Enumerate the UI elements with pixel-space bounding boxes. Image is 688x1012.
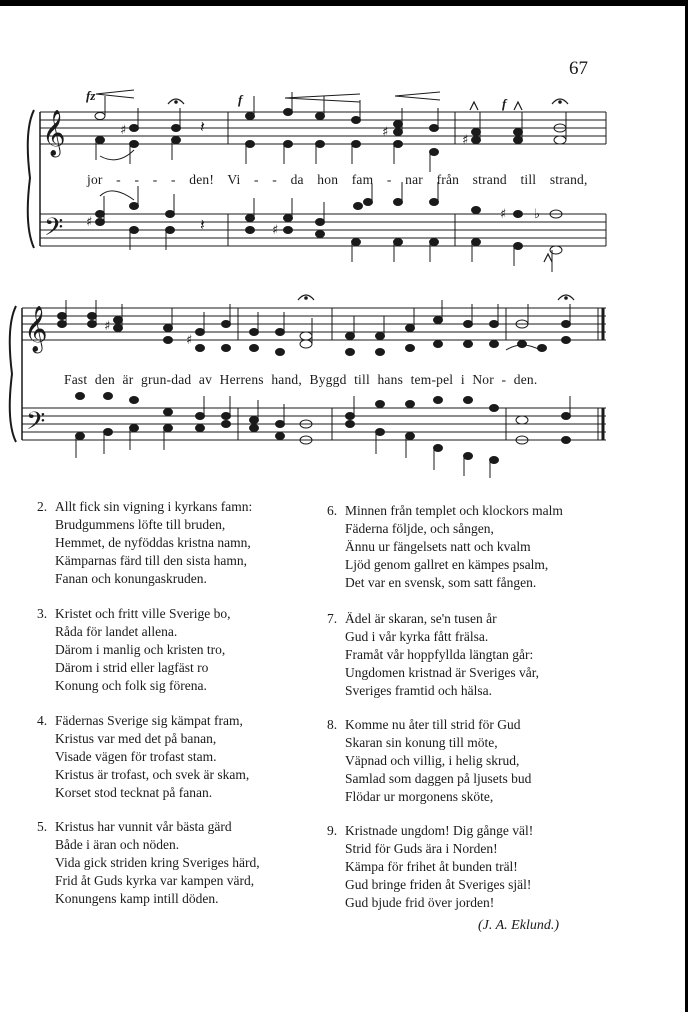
author-credit: (J. A. Eklund.) (478, 918, 559, 933)
verse-5 (37, 818, 260, 908)
treble-clef-icon: 𝄞 (42, 110, 66, 156)
verse-4 (37, 712, 250, 802)
verse-number: 8. (327, 717, 338, 732)
verse-line: Väpnad och villig, i helig skrud, (345, 753, 520, 768)
svg-text:♯: ♯ (500, 207, 507, 222)
verse-line: Konung och folk sig förena. (55, 678, 207, 693)
svg-text:♯: ♯ (462, 133, 469, 148)
verse-line: Kristus har vunnit vår bästa gärd (55, 819, 232, 834)
svg-text:𝄽: 𝄽 (200, 117, 205, 136)
verse-line: Korset stod tecknat på fanan. (55, 785, 213, 800)
svg-text:♯: ♯ (382, 125, 389, 140)
verse-line: Skaran sin konung till möte, (345, 735, 498, 750)
verse-line: Fanan och konungaskruden. (55, 571, 207, 586)
verse-line: Kristus är trofast, och svek är skam, (55, 767, 250, 782)
svg-text:♯: ♯ (86, 215, 93, 230)
verse-line: Allt fick sin vigning i kyrkans famn: (55, 499, 253, 514)
page-number: 67 (569, 58, 588, 79)
dynamic-f-2: f (502, 96, 507, 111)
verse-line: Gud i vår kyrka fått frälsa. (345, 629, 489, 644)
verse-line: Framåt vår hoppfyllda längtan går: (345, 647, 534, 662)
svg-text:♯: ♯ (120, 123, 127, 138)
treble-clef-icon-2: 𝄞 (24, 306, 48, 352)
verse-line: Sveriges framtid och hälsa. (345, 683, 492, 698)
dynamic-f-1: f (238, 92, 243, 107)
verse-line: Kristnade ungdom! Dig gånge väl! (345, 823, 534, 838)
verse-line: Konungens kamp intill döden. (55, 891, 219, 906)
svg-text:♯: ♯ (272, 223, 279, 238)
bass-clef-icon-2: 𝄢 (26, 407, 46, 442)
verse-line: Flödar ur morgonens sköte, (345, 789, 494, 804)
svg-text:♯: ♯ (186, 333, 193, 348)
verse-line: Vida gick striden kring Sveriges härd, (55, 855, 260, 870)
verse-line: Brudgummens löfte till bruden, (55, 517, 226, 532)
verse-line: Kämparnas färd till den sista hamn, (55, 553, 247, 568)
verse-number: 2. (37, 499, 48, 514)
verse-line: Minnen från templet och klockors malm (345, 503, 563, 518)
bass-clef-icon: 𝄢 (44, 213, 64, 248)
lyrics-system-1: jor - - - - den! Vi - - da hon fam - nar från strand till strand, (87, 172, 588, 187)
svg-text:𝄽: 𝄽 (200, 215, 205, 234)
verse-7 (327, 610, 540, 700)
verse-9 (327, 822, 534, 912)
svg-text:♯: ♯ (104, 319, 111, 334)
verse-number: 4. (37, 713, 48, 728)
verse-line: Ädel är skaran, se'n tusen år (345, 611, 497, 626)
verse-8 (327, 716, 532, 806)
verse-line: Hemmet, de nyföddas kristna namn, (55, 535, 251, 550)
verse-line: Därom i strid eller lagfäst ro (55, 660, 209, 675)
verse-line: Komme nu åter till strid för Gud (345, 717, 521, 732)
verse-line: Gud bjude frid över jorden! (345, 895, 495, 910)
dynamic-fz: fz (86, 88, 96, 103)
verse-number: 5. (37, 819, 48, 834)
verse-line: Ungdomen kristnad är Sveriges vår, (345, 665, 540, 680)
verse-line: Gud bringe friden åt Sveriges själ! (345, 877, 532, 892)
verse-line: Det var en svensk, som satt fången. (345, 575, 537, 590)
verse-6 (327, 502, 563, 592)
verse-2 (37, 498, 253, 588)
verse-line: Råda för landet allena. (55, 624, 178, 639)
verse-line: Fäderna följde, och sången, (345, 521, 494, 536)
verse-3 (37, 605, 231, 695)
verse-line: Ännu ur fängelsets natt och kvalm (345, 539, 531, 554)
verse-number: 9. (327, 823, 338, 838)
verse-line: Kristus var med det på banan, (55, 731, 217, 746)
lyrics-system-2: Fast den är grun-dad av Herrens hand, Byggd till hans tem-pel i Nor - den. (64, 372, 538, 387)
verse-line: Därom i manlig och kristen tro, (55, 642, 226, 657)
verse-line: Frid åt Guds kyrka var kampen värd, (55, 873, 255, 888)
music-score (0, 0, 688, 480)
verse-line: Visade vägen för trofast stam. (55, 749, 217, 764)
verse-line: Fädernas Sverige sig kämpat fram, (55, 713, 243, 728)
verse-number: 6. (327, 503, 338, 518)
verse-line: Samlad som daggen på ljusets bud (345, 771, 532, 786)
svg-text:♭: ♭ (534, 207, 541, 222)
verse-number: 7. (327, 611, 338, 626)
verse-number: 3. (37, 606, 48, 621)
verse-line: Kämpa för frihet åt bunden träl! (345, 859, 518, 874)
verse-line: Kristet och fritt ville Sverige bo, (55, 606, 231, 621)
verse-line: Både i äran och nöden. (55, 837, 180, 852)
verse-line: Ljöd genom gallret en kämpes psalm, (345, 557, 549, 572)
verse-line: Strid för Guds ära i Norden! (345, 841, 498, 856)
